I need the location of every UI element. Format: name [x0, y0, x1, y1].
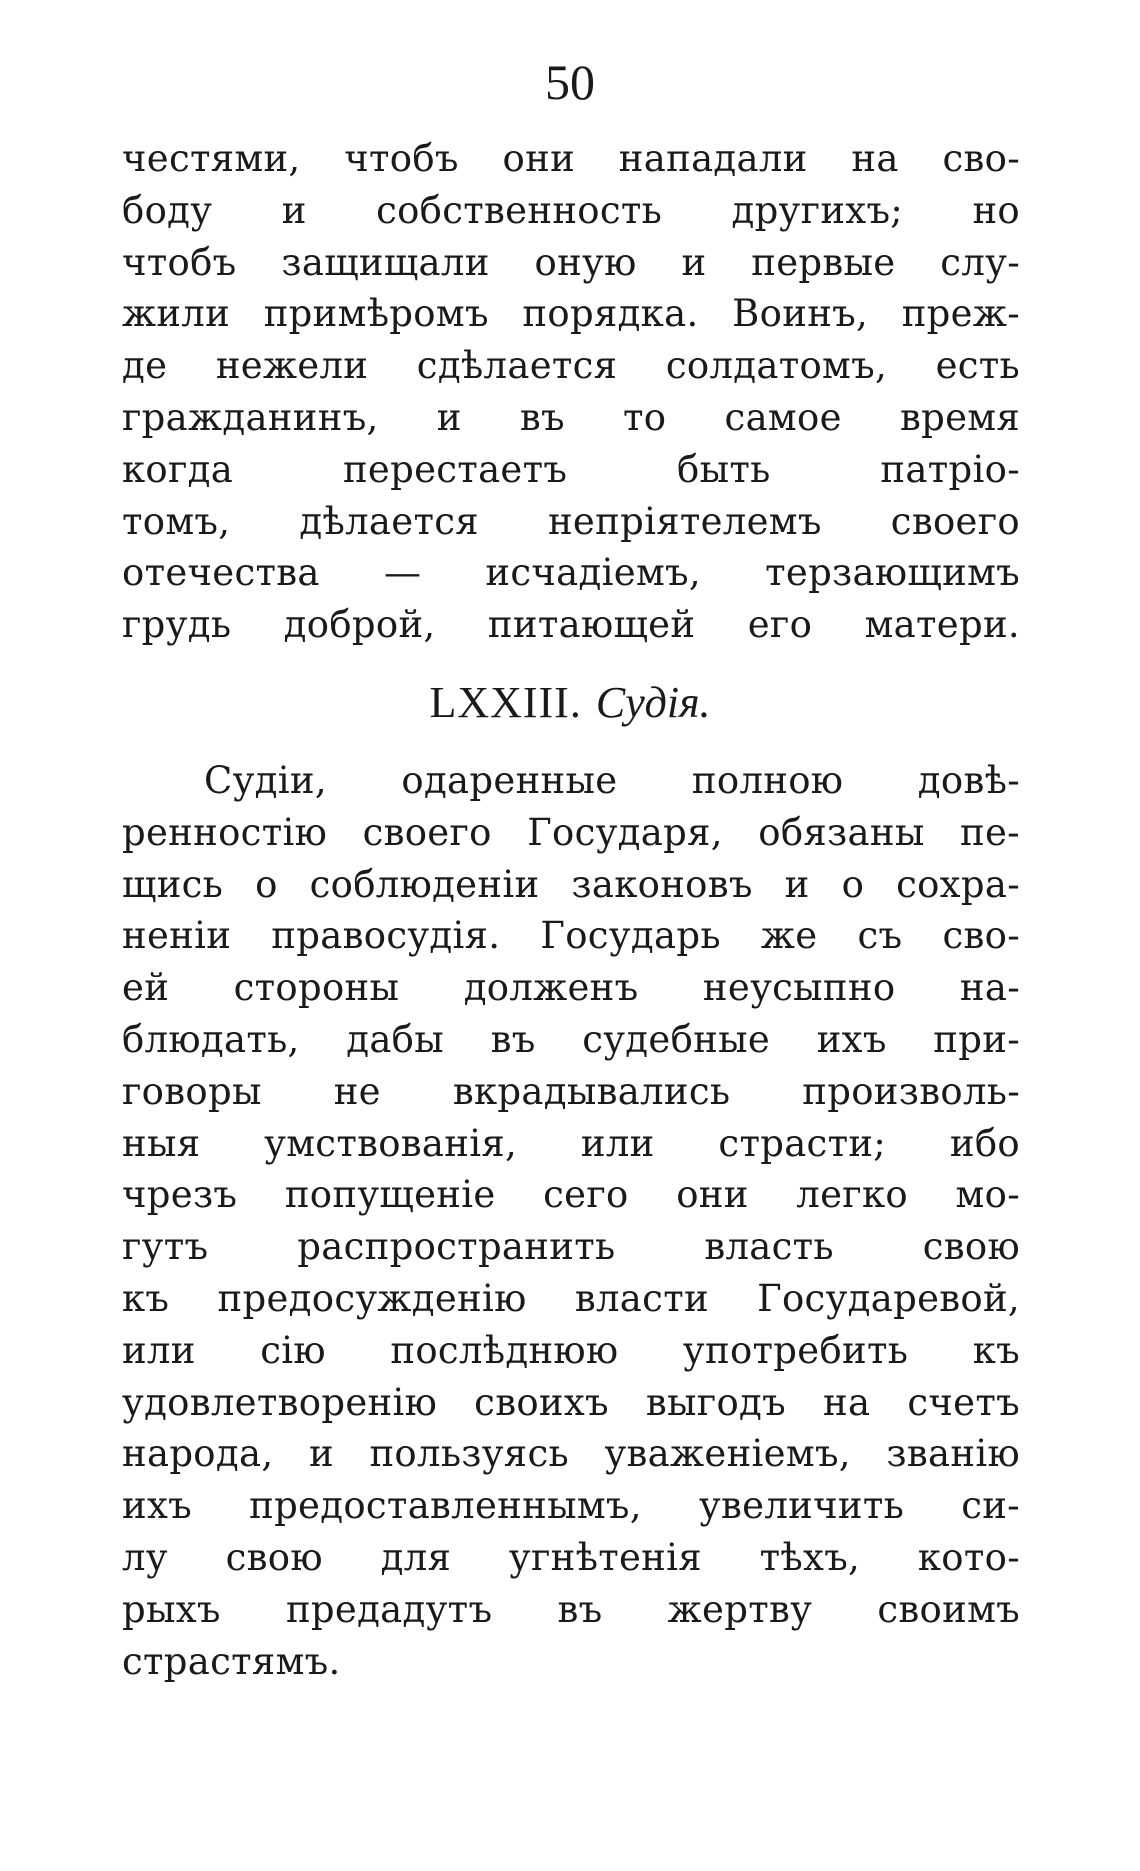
section-title: Судія.	[595, 678, 711, 727]
text-line: неніи правосудія. Государь же съ сво-	[122, 914, 1020, 958]
section-heading	[0, 673, 1140, 733]
text-line: блюдать, дабы въ судебные ихъ при-	[122, 1017, 1020, 1061]
text-line: чтобъ защищали оную и первые слу-	[122, 240, 1020, 284]
text-line: ей стороны долженъ неусыпно на-	[122, 966, 1020, 1010]
text-line: щись о соблюденіи законовъ и о сохра-	[122, 862, 1020, 906]
text-line: гутъ распространить власть свою	[122, 1225, 1020, 1269]
text-line: гражданинъ, и въ то самое время	[122, 395, 1020, 439]
text-line: къ предосужденію власти Государевой,	[122, 1276, 1020, 1320]
text-line: боду и собственность другихъ; но	[122, 188, 1020, 232]
text-line: жили примѣромъ порядка. Воинъ, преж-	[122, 292, 1020, 336]
section-number: LXXIII.	[429, 678, 582, 727]
text-line: рыхъ предадутъ въ жертву своимъ	[122, 1587, 1020, 1631]
text-line: грудь доброй, питающей его матери.	[122, 603, 1020, 647]
text-line: томъ, дѣлается непріятелемъ своего	[122, 499, 1020, 543]
text-line: удовлетворенію своихъ выгодъ на счетъ	[122, 1380, 1020, 1424]
text-line: говоры не вкрадывались произволь-	[122, 1069, 1020, 1113]
text-line: отечества — исчадіемъ, терзающимъ	[122, 551, 1020, 595]
paragraph-military	[122, 133, 1020, 651]
text-line: страстямъ.	[122, 1639, 341, 1683]
text-line: Судіи, одаренные полною довѣ-	[204, 759, 1020, 802]
text-line: чрезъ попущеніе сего они легко мо-	[122, 1173, 1020, 1217]
text-line: честями, чтобъ они нападали на сво-	[122, 137, 1020, 180]
paragraph-judge	[122, 755, 1020, 1687]
text-line: лу свою для угнѣтенія тѣхъ, кото-	[122, 1535, 1020, 1579]
text-line: народа, и пользуясь уваженіемъ, званію	[122, 1432, 1020, 1476]
page-number: 50	[545, 54, 595, 110]
text-line: ихъ предоставленнымъ, увеличить си-	[122, 1484, 1020, 1528]
text-line: когда перестаетъ быть патріо-	[122, 447, 1020, 491]
text-line: или сію послѣднюю употребить къ	[122, 1328, 1020, 1372]
text-line: ренностію своего Государя, обязаны пе-	[122, 810, 1020, 854]
text-line: де нежели сдѣлается солдатомъ, есть	[122, 344, 1020, 388]
text-line: ныя умствованія, или страсти; ибо	[122, 1121, 1020, 1165]
